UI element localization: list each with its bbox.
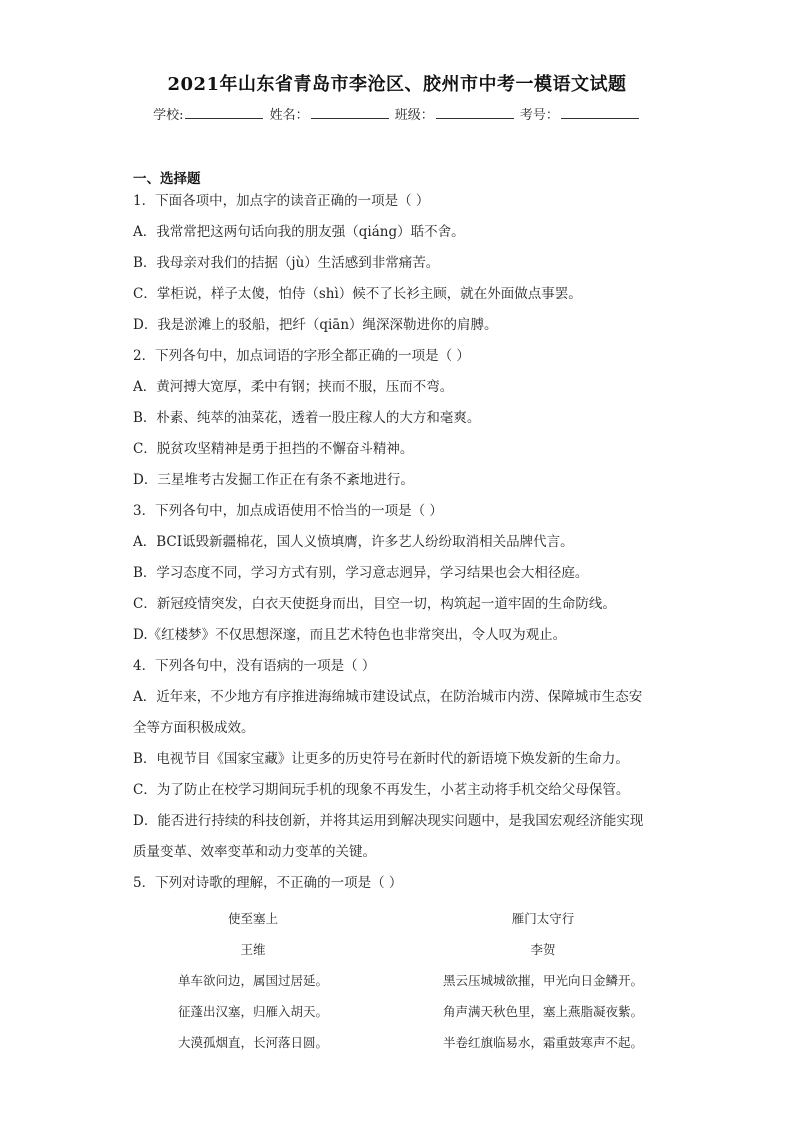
question-line: 5．下列对诗歌的理解，不正确的一项是（ ） [133, 875, 403, 891]
poem-line: 半卷红旗临易水，霜重鼓寒声不起。 [442, 1035, 643, 1050]
option-line: C．新冠疫情突发，白衣天使挺身而出，目空一切，构筑起一道牢固的生命防线。 [133, 596, 616, 612]
question-line: 3．下列各句中，加点成语使用不恰当的一项是（ ） [133, 503, 443, 519]
student-info-row [0, 104, 794, 123]
option-line-continued: 质量变革、效率变革和动力变革的关键。 [133, 844, 376, 860]
poem-title: 使至塞上 [227, 911, 278, 926]
option-line: A．BCI诋毁新疆棉花，国人义愤填膺，许多艺人纷纷取消相关品牌代言。 [133, 534, 574, 550]
poem-author: 李贺 [530, 942, 556, 957]
option-line: A．黄河搏大宽厚，柔中有钢；挟而不服，压而不弯。 [133, 379, 454, 395]
question-list [133, 192, 673, 905]
option-line: B．电视节目《国家宝藏》让更多的历史符号在新时代的新语境下焕发新的生命力。 [133, 751, 629, 767]
option-line: D．三星堆考古发掘工作正在有条不紊地进行。 [133, 472, 414, 488]
poem-line: 单车欲问边，属国过居延。 [177, 973, 328, 988]
option-line: C．为了防止在校学习期间玩手机的现象不再发生，小茗主动将手机交给父母保管。 [133, 782, 630, 798]
question-line: 2．下列各句中，加点词语的字形全都正确的一项是（ ） [133, 348, 470, 364]
name-blank [311, 106, 389, 119]
option-line: C．脱贫攻坚精神是勇于担挡的不懈奋斗精神。 [133, 441, 414, 457]
class-blank [436, 106, 514, 119]
option-line: D．我是淤滩上的驳船，把纤（qiān）绳深深勒进你的肩膊。 [133, 317, 498, 333]
option-line: B．我母亲对我们的拮据（jù）生活感到非常痛苦。 [133, 255, 440, 271]
exam-title: 2021年山东省青岛市李沧区、胶州市中考一模语文试题 [167, 74, 627, 95]
poem-line: 征蓬出汉塞，归雁入胡天。 [177, 1004, 328, 1019]
option-line: B．朴素、纯萃的油菜花，透着一股庄稼人的大方和毫爽。 [133, 410, 481, 426]
section-heading: 一、选择题 [133, 171, 201, 187]
option-line: D.《红楼梦》不仅思想深邃，而且艺术特色也非常突出，令人叹为观止。 [133, 627, 567, 643]
poem-title: 雁门太守行 [511, 911, 575, 926]
class-label: 班级： [394, 108, 434, 123]
school-label: 学校: [153, 108, 184, 123]
exam-number-label: 考号： [519, 108, 559, 123]
poem-line: 大漠孤烟直，长河落日圆。 [177, 1035, 328, 1050]
question-line: 1．下面各项中，加点字的读音正确的一项是（ ） [133, 193, 430, 209]
option-line: B．学习态度不同，学习方式有别，学习意志迥异，学习结果也会大相径庭。 [133, 565, 589, 581]
poem-author: 王维 [240, 942, 266, 957]
name-label: 姓名： [269, 108, 309, 123]
poem-line: 角声满天秋色里，塞上燕脂凝夜紫。 [442, 1004, 643, 1019]
option-line: D．能否进行持续的科技创新，并将其运用到解决现实问题中，是我国宏观经济能实现 [133, 813, 644, 829]
school-blank [185, 106, 263, 119]
question-line: 4．下列各句中，没有语病的一项是（ ） [133, 658, 376, 674]
poem-shi-zhi-sai-shang [133, 910, 373, 1065]
poem-line: 黑云压城城欲摧，甲光向日金鳞开。 [442, 973, 643, 988]
option-line: A．我常常把这两句话向我的朋友强（qiáng）聒不舍。 [133, 224, 465, 240]
option-line-continued: 全等方面积极成效。 [133, 720, 255, 736]
exam-number-blank [561, 106, 639, 119]
poem-yan-men-tai-shou-xing [423, 910, 663, 1065]
option-line: C．掌柜说，样子太傻，怕侍（shì）候不了长衫主顾，就在外面做点事罢。 [133, 286, 582, 302]
option-line: A．近年来，不少地方有序推进海绵城市建设试点，在防治城市内涝、保障城市生态安 [133, 689, 643, 705]
